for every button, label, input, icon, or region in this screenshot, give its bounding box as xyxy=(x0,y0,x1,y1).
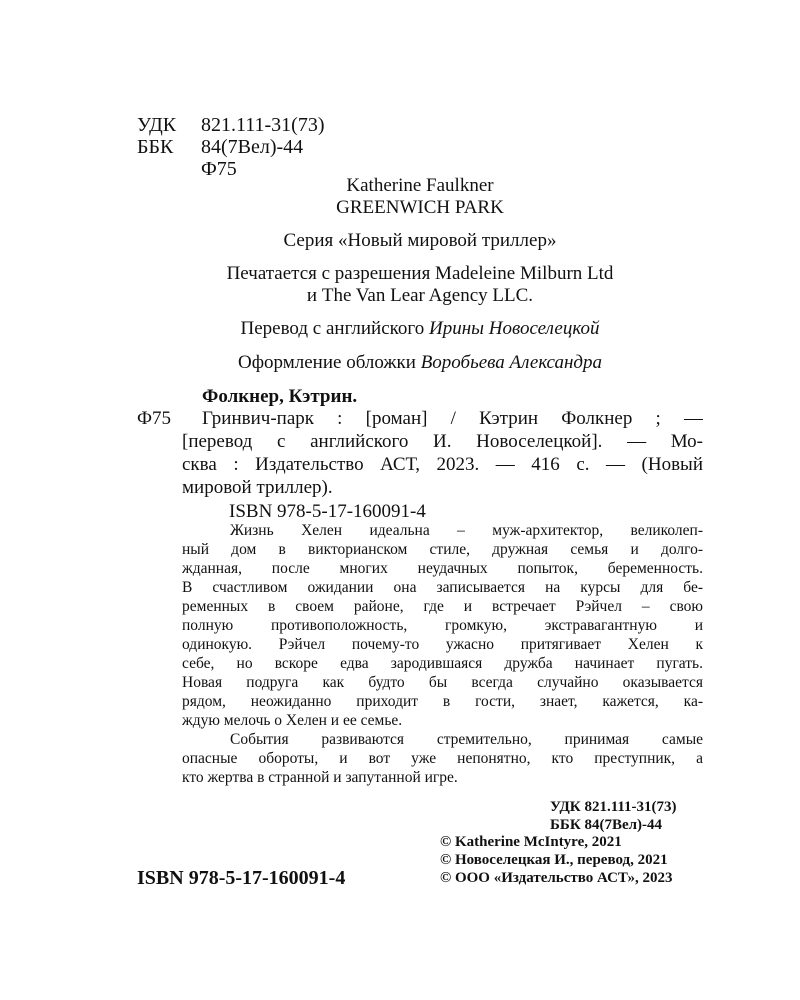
annotation-line: себе, но вскоре едва зародившаяся дружба начинает пугать. xyxy=(182,655,703,672)
bbk-label: ББК xyxy=(137,136,174,158)
translation-credit xyxy=(135,317,705,340)
translator-name: Ирины Новоселецкой xyxy=(429,318,600,339)
annotation-line: Жизнь Хелен идеальна – муж-архитектор, великолеп- xyxy=(230,522,703,539)
udk-label: УДК xyxy=(137,114,177,136)
cover-designer-name: Воробьева Александра xyxy=(420,352,602,373)
annotation-line: ждую мелочь о Хелен и ее семье. xyxy=(182,712,403,729)
annotation-line: жданная, после многих неудачных попыток, беременность. xyxy=(182,560,703,577)
footer-udk: УДК 821.111-31(73) xyxy=(550,799,677,815)
cover-design-credit xyxy=(135,351,705,374)
translation-prefix: Перевод с английского xyxy=(240,318,429,339)
catalog-line-2: [перевод с английского И. Новоселецкой]. — Мо- xyxy=(182,431,703,452)
annotation-line: рядом, неожиданно приходит в гости, знает, кажется, ка- xyxy=(182,693,703,710)
bbk-value: 84(7Вел)-44 xyxy=(201,136,304,158)
footer-isbn: ISBN 978-5-17-160091-4 xyxy=(137,867,346,889)
original-author: Katherine Faulkner xyxy=(346,175,494,196)
annotation-line: полную противоположность, громкую, экстравагантную и xyxy=(182,617,703,634)
annotation-line: кто жертва в странной и запутанной игре. xyxy=(182,769,458,786)
permission-line-1: Печатается с разрешения Madeleine Milburn Ltd xyxy=(226,263,614,284)
original-title: GREENWICH PARK xyxy=(336,197,504,218)
copyright-line: © Новоселецкая И., перевод, 2021 xyxy=(440,852,668,868)
permission-line-2: и The Van Lear Agency LLC. xyxy=(306,285,534,306)
catalog-heading: Фолкнер, Кэтрин. xyxy=(202,386,358,407)
annotation-line: События развиваются стремительно, принимая самые xyxy=(230,731,703,748)
footer-bbk: ББК 84(7Вел)-44 xyxy=(550,817,663,833)
copyright-line: © ООО «Издательство АСТ», 2023 xyxy=(440,870,673,886)
catalog-line-3: сква : Издательство АСТ, 2023. — 416 с. — (Новый xyxy=(182,454,703,475)
annotation-line: одинокую. Рэйчел почему-то ужасно притягивает Хелен к xyxy=(182,636,703,653)
annotation-line: ный дом в викторианском стиле, дружная семья и долго- xyxy=(182,541,703,558)
copyright-line: © Katherine McIntyre, 2021 xyxy=(440,834,622,850)
annotation-line: Новая подруга как будто бы всегда случайно оказывается xyxy=(182,674,703,691)
catalog-mark: Ф75 xyxy=(137,408,172,429)
catalog-line-1: Гринвич-парк : [роман] / Кэтрин Фолкнер ; — xyxy=(202,408,703,429)
annotation-line: опасные обороты, и вот уже непонятно, кто преступник, а xyxy=(182,750,703,767)
cover-design-prefix: Оформление обложки xyxy=(238,352,421,373)
series-line: Серия «Новый мировой триллер» xyxy=(283,230,557,251)
catalog-line-4: мировой триллер). xyxy=(182,477,333,498)
annotation-line: В счастливом ожидании она записывается на курсы для бе- xyxy=(182,579,703,596)
annotation-line: ременных в своем районе, где и встречает Рэйчел – свою xyxy=(182,598,703,615)
author-mark: Ф75 xyxy=(201,158,237,180)
catalog-isbn: ISBN 978-5-17-160091-4 xyxy=(229,501,426,522)
udk-value: 821.111-31(73) xyxy=(201,114,325,136)
